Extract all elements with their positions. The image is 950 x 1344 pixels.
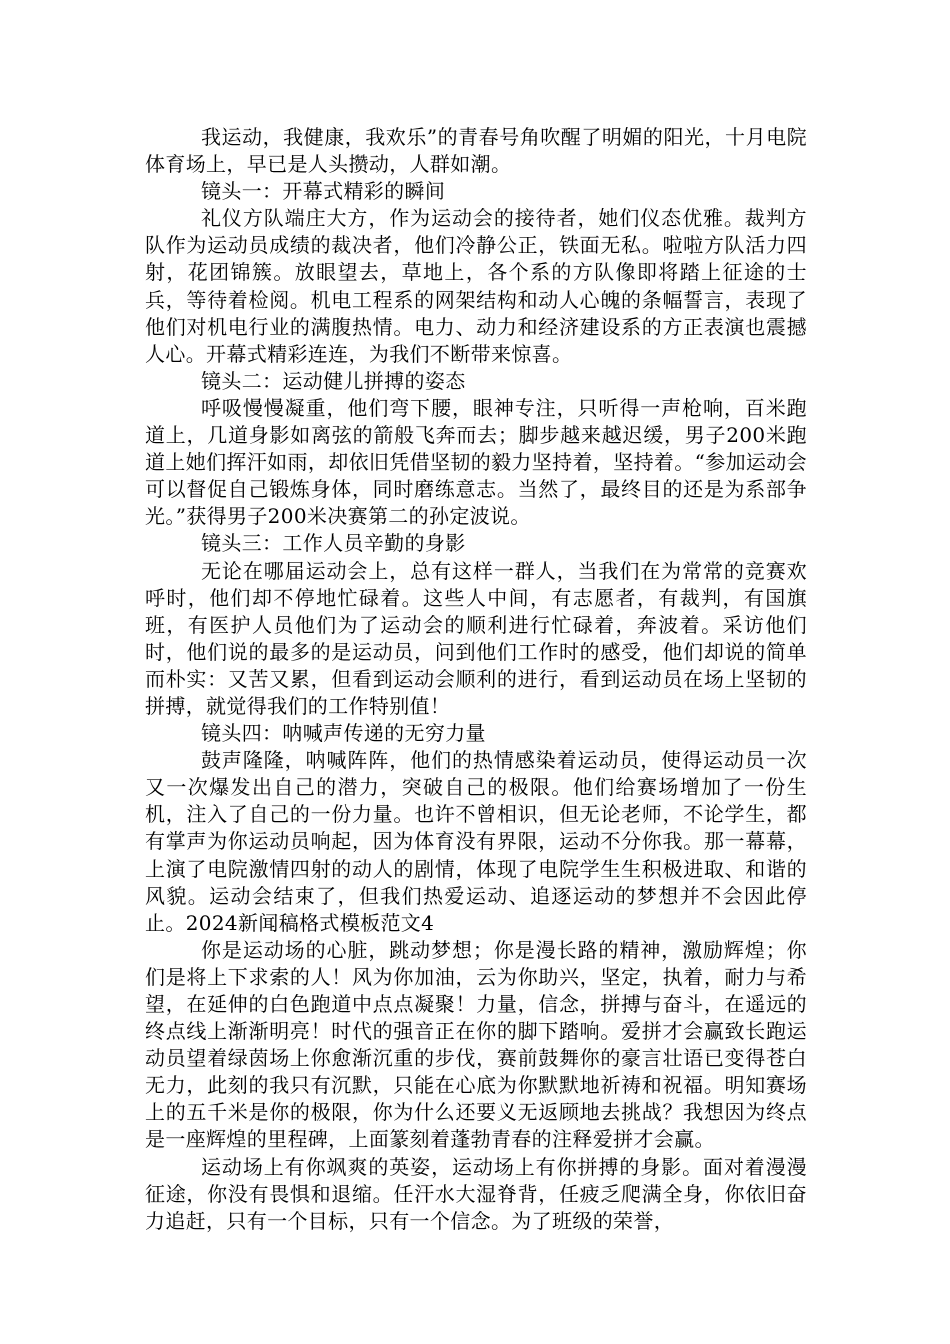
paragraph-section-2: 呼吸慢慢凝重，他们弯下腰，眼神专注，只听得一声枪响，百米跑道上，几道身影如离弦的箭般飞奔而去；脚步越来越迟缓，男子200米跑道上她们挥汗如雨，却依旧凭借坚韧的毅力坚持着，坚持着。“参加运动会可以督促自己锻炼身体，同时磨练意志。当然了，最终目的还是为系部争光。”获得男子200米决赛第二的孙定波说。	[145, 395, 807, 529]
paragraph-section-3: 无论在哪届运动会上，总有这样一群人，当我们在为常常的竞赛欢呼时，他们却不停地忙碌着。这些人中间，有志愿者，有裁判，有国旗班，有医护人员他们为了运动会的顺利进行忙碌着，奔波着。采访他们时，他们说的最多的是运动员，问到他们工作时的感受，他们却说的简单而朴实：又苦又累，但看到运动会顺利的进行，看到运动员在场上坚韧的拼搏，就觉得我们的工作特别值！	[145, 558, 807, 718]
paragraph-section-1: 礼仪方队端庄大方，作为运动会的接待者，她们仪态优雅。裁判方队作为运动员成绩的裁决者，他们冷静公正，铁面无私。啦啦方队活力四射，花团锦簇。放眼望去，草地上，各个系的方队像即将踏上征途的士兵，等待着检阅。机电工程系的网架结构和动人心魄的条幅誓言，表现了他们对机电行业的满腹热情。电力、动力和经济建设系的方正表演也震撼人心。开幕式精彩连连，为我们不断带来惊喜。	[145, 206, 807, 366]
paragraph-section-4: 鼓声隆隆，呐喊阵阵，他们的热情感染着运动员，使得运动员一次又一次爆发出自己的潜力，突破自己的极限。他们给赛场增加了一份生机，注入了自己的一份力量。也许不曾相识，但无论老师，不论学生，都有掌声为你运动员响起，因为体育没有界限，运动不分你我。那一幕幕，上演了电院激情四射的动人的剧情，体现了电院学生生积极进取、和谐的风貌。运动会结束了，但我们热爱运动、追逐运动的梦想并不会因此停止。2024新闻稿格式模板范文4	[145, 748, 807, 935]
document-body	[145, 124, 807, 1235]
section-heading-4: 镜头四：呐喊声传递的无穷力量	[201, 721, 486, 746]
paragraph-runner-tribute: 你是运动场的心脏，跳动梦想；你是漫长路的精神，激励辉煌；你们是将上下求索的人！风为你加油，云为你助兴，坚定，执着，耐力与希望，在延伸的白色跑道中点点凝聚！力量，信念，拼搏与奋斗，在遥远的终点线上渐渐明亮！时代的强音正在你的脚下踏响。爱拼才会赢致长跑运动员望着绿茵场上你愈渐沉重的步伐，赛前鼓舞你的豪言壮语已变得苍白无力，此刻的我只有沉默，只能在心底为你默默地祈祷和祝福。明知赛场上的五千米是你的极限，你为什么还要义无返顾地去挑战？我想因为终点是一座辉煌的里程碑，上面篆刻着蓬勃青春的注释爱拼才会赢。	[145, 937, 807, 1152]
section-heading-3: 镜头三：工作人员辛勤的身影	[201, 531, 466, 556]
section-heading-1: 镜头一：开幕式精彩的瞬间	[201, 179, 446, 204]
paragraph-intro: 我运动，我健康，我欢乐”的青春号角吹醒了明媚的阳光，十月电院体育场上，早已是人头攒动，人群如潮。	[145, 125, 807, 177]
paragraph-closing: 运动场上有你飒爽的英姿，运动场上有你拼搏的身影。面对着漫漫征途，你没有畏惧和退缩。任汗水大湿脊背，任疲乏爬满全身，你依旧奋力追赶，只有一个目标，只有一个信念。为了班级的荣誉，	[145, 1154, 807, 1233]
section-heading-2: 镜头二：运动健儿拼搏的姿态	[201, 368, 466, 393]
